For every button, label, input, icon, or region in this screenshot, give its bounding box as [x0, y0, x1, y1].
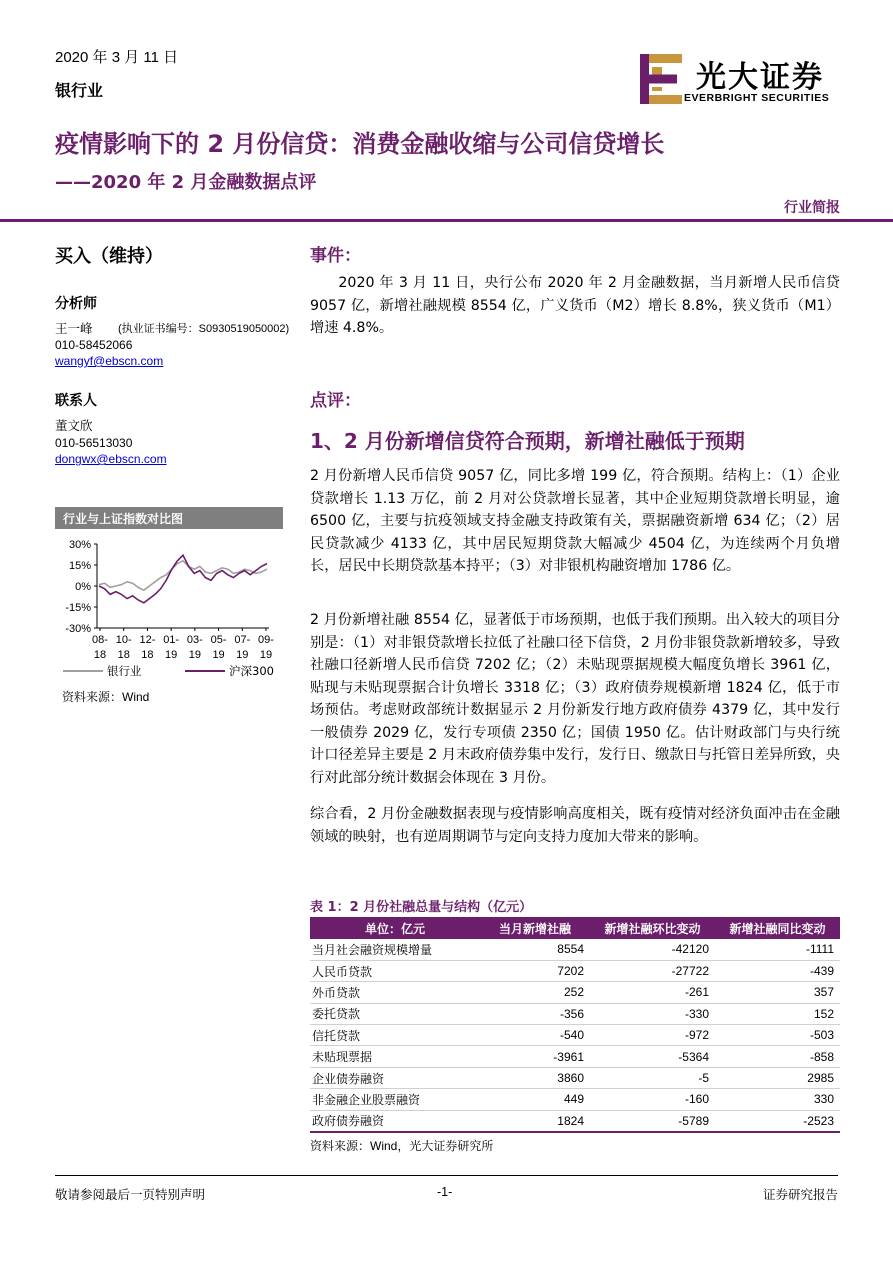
table-cell: -439 [715, 960, 840, 981]
y-tick-label: 15% [68, 560, 91, 572]
table-row [310, 1067, 840, 1088]
series-line-1 [99, 561, 267, 590]
table-cell: 3860 [480, 1067, 590, 1088]
footer-report-label: 证券研究报告 [762, 1188, 838, 1202]
table-row-label: 未贴现票据 [310, 1046, 480, 1067]
comparison-chart [55, 532, 283, 682]
page-number: -1- [437, 1185, 453, 1199]
table-row [310, 1003, 840, 1024]
table-cell: -330 [590, 1003, 715, 1024]
table-header-cell: 单位：亿元 [310, 917, 480, 939]
table-cell: -261 [590, 982, 715, 1003]
table-cell: -42120 [590, 939, 715, 960]
table-cell: -3961 [480, 1046, 590, 1067]
series-line-2 [99, 555, 267, 603]
x-tick-label: 09- [258, 634, 274, 646]
table-cell: 7202 [480, 960, 590, 981]
table-row-label: 非金融企业股票融资 [310, 1089, 480, 1110]
table-cell: -5789 [590, 1110, 715, 1131]
contact-phone: 010-56513030 [55, 436, 133, 450]
x-tick-label: 03- [186, 634, 203, 646]
table-cell: -27722 [590, 960, 715, 981]
table-cell: 330 [715, 1089, 840, 1110]
chart-source: 资料来源：Wind [62, 690, 150, 704]
x-tick-label: 19 [188, 649, 201, 661]
report-subtitle: ——2020 年 2 月金融数据点评 [55, 172, 317, 193]
x-tick-label: 07- [234, 634, 251, 646]
analyst-phone: 010-58452066 [55, 338, 133, 352]
report-title: 疫情影响下的 2 月份信贷：消费金融收缩与公司信贷增长 [55, 130, 665, 158]
comment-heading: 点评： [310, 391, 361, 411]
legend-label: 沪深300 [229, 664, 274, 678]
table-row-label: 政府债券融资 [310, 1110, 480, 1131]
x-tick-label: 10- [115, 634, 132, 646]
table-row-label: 信托贷款 [310, 1025, 480, 1046]
contact-email-link[interactable]: dongwx@ebscn.com [55, 452, 167, 466]
y-tick-label: -30% [65, 623, 91, 635]
table-cell: 252 [480, 982, 590, 1003]
table-cell: -540 [480, 1025, 590, 1046]
paragraph-2: 2 月份新增社融 8554 亿，显著低于市场预期，也低于我们预期。出入较大的项目分别是：（1）对非银贷款增长拉低了社融口径下信贷，2 月份非银贷款新增较多，导致社融口径新增人民币信贷 7202 亿；（2）未贴现票据规模大幅度负增长 3961 亿，贴现与未贴现票据合计负增长 3318 亿；（3）政府债券规模新增 1824 亿，低于市场预估。考虑财政部统计数据显示 2 月份新发行地方政府债券 4379 亿，其中发行一般债券 2029 亿，发行专项债 2350 亿；国债 1950 亿。估计财政部门与央行统计口径差异主要是 2 月末政府债券集中发行，发行日、缴款日与托管日差异所致，央行对此部分统计数据会体现在 3 月份。 [310, 612, 840, 786]
chart-title: 行业与上证指数对比图 [55, 507, 283, 529]
table-row-label: 委托贷款 [310, 1003, 480, 1024]
paragraph-3: 综合看，2 月份金融数据表现与疫情影响高度相关，既有疫情对经济负面冲击在金融领域的映射，也有逆周期调节与定向支持力度加大带来的影响。 [310, 806, 840, 845]
table-cell: 2985 [715, 1067, 840, 1088]
table-cell: -5364 [590, 1046, 715, 1067]
section-1-title: 1、2 月份新增信贷符合预期，新增社融低于预期 [310, 429, 745, 453]
x-tick-label: 18 [117, 649, 130, 661]
social-financing-table [310, 917, 840, 1133]
header-divider [0, 219, 893, 222]
table-cell: -972 [590, 1025, 715, 1046]
x-tick-label: 01- [163, 634, 180, 646]
table-row-label: 企业债券融资 [310, 1067, 480, 1088]
paragraph-1: 2 月份新增人民币信贷 9057 亿，同比多增 199 亿，符合预期。结构上：（1）企业贷款增长 1.13 万亿，前 2 月对公贷款增长显著，其中企业短期贷款增长明显，逾 6500 亿，主要与抗疫领域支持金融支持政策有关，票据融资新增 634 亿；（2）居民贷款减少 4133 亿，其中居民短期贷款大幅减少 4504 亿，为连续两个月负增长，居民中长期贷款基本持平；（3）对非银机构融资增加 1786 亿。 [310, 468, 840, 574]
x-tick-label: 12- [139, 634, 156, 646]
footer-disclaimer: 敬请参阅最后一页特别声明 [55, 1188, 206, 1202]
table-title: 表 1：2 月份社融总量与结构（亿元） [310, 900, 533, 915]
event-heading: 事件： [310, 246, 361, 266]
x-tick-label: 08- [92, 634, 108, 646]
table-header-cell: 新增社融同比变动 [715, 917, 840, 939]
event-paragraph: 2020 年 3 月 11 日，央行公布 2020 年 2 月金融数据，当月新增人民币信贷 9057 亿，新增社融规模 8554 亿，广义货币（M2）增长 8.8%，狭义货币（M1）增速 4.8%。 [310, 275, 840, 336]
report-date: 2020 年 3 月 11 日 [55, 49, 179, 66]
logo-text-cn: 光大证券 [696, 60, 824, 95]
table-row [310, 982, 840, 1003]
x-tick-label: 05- [210, 634, 227, 646]
x-tick-label: 19 [236, 649, 249, 661]
analyst-heading: 分析师 [55, 295, 97, 311]
x-tick-label: 19 [259, 649, 273, 661]
y-tick-label: -15% [65, 602, 91, 614]
contact-heading: 联系人 [55, 392, 97, 408]
table-row [310, 1089, 840, 1110]
x-tick-label: 18 [141, 649, 154, 661]
analyst-name: 王一峰 [55, 322, 93, 336]
table-row-label: 外币贷款 [310, 982, 480, 1003]
contact-name: 董文欣 [55, 419, 93, 433]
table-cell: -503 [715, 1025, 840, 1046]
y-tick-label: 30% [68, 539, 91, 551]
legend-label: 银行业 [107, 664, 142, 678]
table-row [310, 1046, 840, 1067]
company-logo [640, 52, 840, 104]
industry-label: 银行业 [55, 83, 104, 100]
table-row [310, 1025, 840, 1046]
table-header-row [310, 917, 840, 939]
table-row [310, 1110, 840, 1131]
analyst-cert: (执业证书编号：S0930519050002) [118, 323, 290, 335]
table-cell: 1824 [480, 1110, 590, 1131]
x-tick-label: 19 [212, 649, 225, 661]
table-cell: 8554 [480, 939, 590, 960]
analyst-email-link[interactable]: wangyf@ebscn.com [55, 354, 164, 368]
table-header-cell: 当月新增社融 [480, 917, 590, 939]
x-tick-label: 19 [165, 649, 178, 661]
table-row [310, 960, 840, 981]
footer-divider [55, 1175, 838, 1176]
table-cell: -356 [480, 1003, 590, 1024]
table-row [310, 939, 840, 960]
table-cell: -5 [590, 1067, 715, 1088]
table-cell: -2523 [715, 1110, 840, 1131]
table-cell: 152 [715, 1003, 840, 1024]
logo-mark-icon [640, 54, 684, 104]
y-tick-label: 0% [75, 581, 91, 593]
table-cell: 449 [480, 1089, 590, 1110]
x-tick-label: 18 [93, 649, 107, 661]
table-row-label: 当月社会融资规模增量 [310, 939, 480, 960]
table-source: 资料来源：Wind，光大证券研究所 [310, 1139, 494, 1153]
logo-text-en: EVERBRIGHT SECURITIES [684, 92, 830, 104]
table-cell: -160 [590, 1089, 715, 1110]
table-cell: -1111 [715, 939, 840, 960]
report-type: 行业简报 [784, 199, 840, 215]
table-row-label: 人民币贷款 [310, 960, 480, 981]
rating: 买入（维持） [55, 246, 163, 266]
table-cell: -858 [715, 1046, 840, 1067]
table-header-cell: 新增社融环比变动 [590, 917, 715, 939]
table-cell: 357 [715, 982, 840, 1003]
